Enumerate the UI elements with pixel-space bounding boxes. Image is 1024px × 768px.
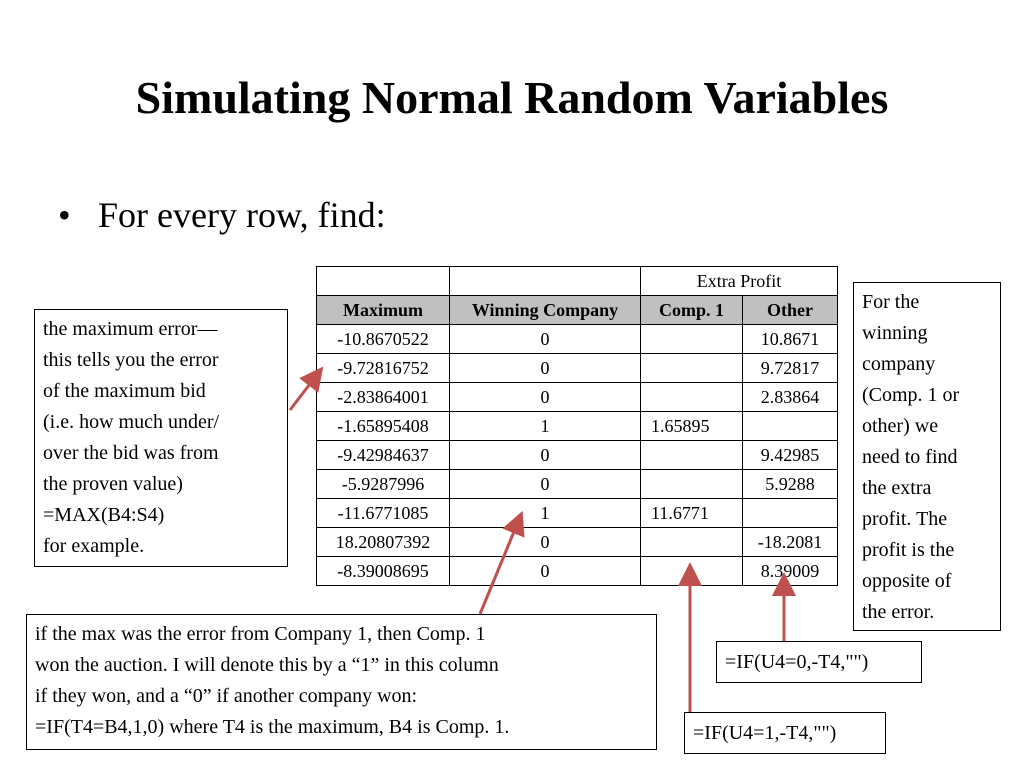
note-line: (Comp. 1 or (862, 384, 960, 406)
note-line: profit. The (862, 508, 948, 530)
cell-maximum: -8.39008695 (317, 557, 450, 586)
note-line: the maximum error— (43, 318, 218, 340)
cell-comp1 (641, 325, 743, 354)
cell-maximum: -2.83864001 (317, 383, 450, 412)
note-line: if they won, and a “0” if another company won: (35, 685, 418, 707)
cell-other: 10.8671 (743, 325, 838, 354)
cell-comp1 (641, 441, 743, 470)
table-row (317, 528, 838, 557)
note-line: for example. (43, 535, 145, 557)
column-header-maximum: Maximum (317, 296, 450, 325)
cell-comp1 (641, 557, 743, 586)
note-line: need to find (862, 446, 958, 468)
cell-other: 9.42985 (743, 441, 838, 470)
top-header-cell (450, 267, 641, 296)
column-header-winning-company: Winning Company (450, 296, 641, 325)
results-table (316, 266, 838, 586)
table-row (317, 499, 838, 528)
cell-other (743, 499, 838, 528)
table-row (317, 470, 838, 499)
column-header-comp1: Comp. 1 (641, 296, 743, 325)
cell-winning-company: 0 (450, 557, 641, 586)
cell-other (743, 412, 838, 441)
cell-other: 8.39009 (743, 557, 838, 586)
cell-maximum: 18.20807392 (317, 528, 450, 557)
extra-profit-note (853, 282, 1001, 631)
note-line: (i.e. how much under/ (43, 411, 220, 433)
cell-winning-company: 0 (450, 354, 641, 383)
note-line: if the max was the error from Company 1, then Comp. 1 (35, 623, 486, 645)
note-line: profit is the (862, 539, 955, 561)
maximum-error-note (34, 309, 288, 567)
cell-winning-company: 1 (450, 412, 641, 441)
table-row (317, 354, 838, 383)
column-header-other: Other (743, 296, 838, 325)
note-line: the proven value) (43, 473, 183, 495)
table-row (317, 325, 838, 354)
cell-other: -18.2081 (743, 528, 838, 557)
note-line: opposite of (862, 570, 952, 592)
arrow-to-maximum-column (290, 376, 316, 410)
note-line: this tells you the error (43, 349, 219, 371)
extra-profit-header: Extra Profit (641, 267, 838, 296)
note-line: winning (862, 322, 928, 344)
bullet-icon: • (58, 195, 71, 235)
cell-maximum: -5.9287996 (317, 470, 450, 499)
table-row (317, 557, 838, 586)
note-line: of the maximum bid (43, 380, 206, 402)
slide-title: Simulating Normal Random Variables (135, 72, 889, 123)
note-line: =MAX(B4:S4) (43, 504, 165, 526)
note-line: other) we (862, 415, 939, 437)
cell-other: 2.83864 (743, 383, 838, 412)
note-line: For the (862, 291, 920, 313)
cell-comp1 (641, 383, 743, 412)
cell-maximum: -9.42984637 (317, 441, 450, 470)
bullet-text: For every row, find: (98, 195, 386, 235)
cell-comp1 (641, 470, 743, 499)
table-row (317, 383, 838, 412)
note-line: over the bid was from (43, 442, 219, 464)
formula-other-note: =IF(U4=0,-T4,"") (716, 641, 922, 683)
cell-maximum: -10.8670522 (317, 325, 450, 354)
note-line: won the auction. I will denote this by a “1” in this column (35, 654, 499, 676)
cell-comp1 (641, 354, 743, 383)
formula-comp1-note: =IF(U4=1,-T4,"") (684, 712, 886, 754)
cell-winning-company: 0 (450, 441, 641, 470)
cell-maximum: -9.72816752 (317, 354, 450, 383)
note-line: =IF(T4=B4,1,0) where T4 is the maximum, B4 is Comp. 1. (35, 716, 510, 738)
cell-comp1: 11.6771 (641, 499, 743, 528)
table-row (317, 441, 838, 470)
table-row (317, 412, 838, 441)
cell-winning-company: 0 (450, 325, 641, 354)
top-header-cell (317, 267, 450, 296)
cell-winning-company: 0 (450, 528, 641, 557)
cell-maximum: -11.6771085 (317, 499, 450, 528)
bullet-item (58, 192, 386, 238)
cell-winning-company: 1 (450, 499, 641, 528)
note-line: company (862, 353, 936, 375)
winning-company-note (26, 614, 657, 750)
cell-maximum: -1.65895408 (317, 412, 450, 441)
cell-other: 9.72817 (743, 354, 838, 383)
cell-winning-company: 0 (450, 383, 641, 412)
note-line: the extra (862, 477, 932, 499)
cell-other: 5.9288 (743, 470, 838, 499)
cell-comp1: 1.65895 (641, 412, 743, 441)
note-line: the error. (862, 601, 935, 623)
cell-comp1 (641, 528, 743, 557)
cell-winning-company: 0 (450, 470, 641, 499)
